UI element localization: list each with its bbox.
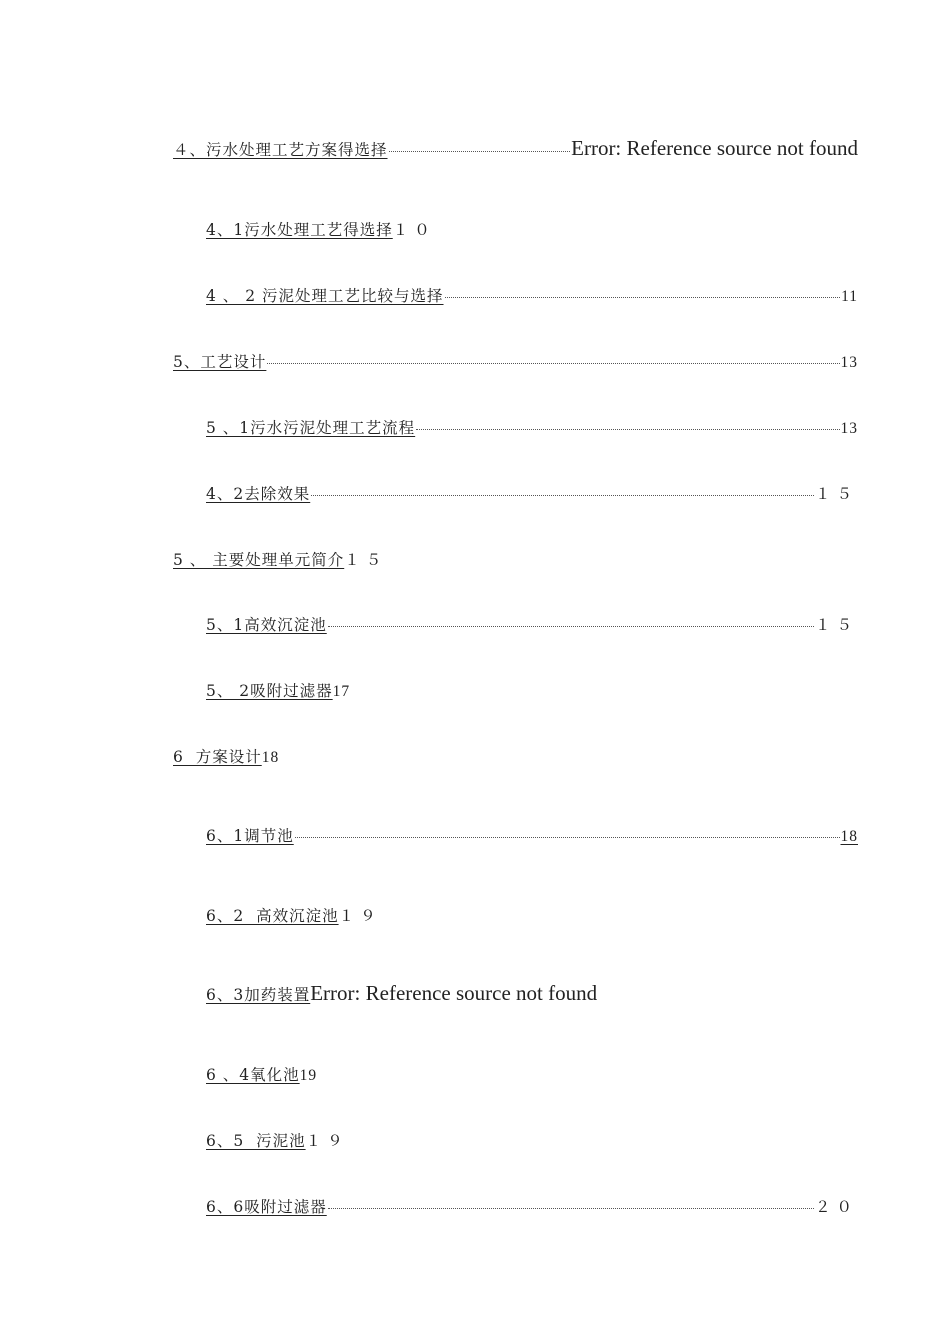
- toc-entry[interactable]: [206, 1129, 349, 1151]
- toc-entry-label[interactable]: 4、1污水处理工艺得选择: [206, 221, 393, 239]
- dot-leader: [267, 363, 839, 364]
- toc-entry[interactable]: [206, 904, 382, 926]
- toc-entry[interactable]: [206, 416, 858, 438]
- toc-entry-label[interactable]: 5 、1污水污泥处理工艺流程: [206, 419, 416, 437]
- toc-entry-label[interactable]: 5、1高效沉淀池: [206, 616, 327, 634]
- toc-entry-label[interactable]: 5、工艺设计: [173, 353, 267, 371]
- toc-entry-page: 13: [840, 354, 858, 371]
- dot-leader: [416, 429, 839, 430]
- dot-leader: [328, 1208, 814, 1209]
- toc-entry-page: 13: [840, 420, 858, 437]
- toc-entry[interactable]: [206, 679, 350, 701]
- toc-entry-page: Error: Reference source not found: [310, 981, 598, 1005]
- toc-entry-label[interactable]: 6 方案设计: [173, 748, 262, 766]
- dot-leader: [389, 151, 571, 152]
- toc-entry-page: １９: [305, 1133, 349, 1150]
- toc-entry-label[interactable]: ４、污水处理工艺方案得选择: [173, 141, 388, 159]
- toc-entry[interactable]: [206, 218, 436, 240]
- toc-entry-page: 17: [332, 683, 351, 700]
- toc-entry-page: １９: [338, 908, 382, 925]
- toc-entry-label[interactable]: 6、1调节池: [206, 827, 294, 845]
- toc-entry-label[interactable]: 6 、4氧化池: [206, 1066, 300, 1084]
- toc-entry-page: ２０: [814, 1199, 858, 1216]
- toc-entry-label[interactable]: 6、6吸附过滤器: [206, 1198, 327, 1216]
- toc-entry[interactable]: [173, 548, 387, 570]
- toc-entry-label[interactable]: 6、2 高效沉淀池: [206, 907, 339, 925]
- dot-leader: [445, 297, 841, 298]
- toc-entry-page: １０: [392, 222, 436, 239]
- toc-entry-page: 19: [299, 1067, 318, 1084]
- toc-entry[interactable]: [173, 350, 858, 372]
- toc-entry[interactable]: [206, 613, 858, 635]
- toc-entry[interactable]: [206, 824, 858, 846]
- toc-entry-page: 18: [840, 828, 858, 845]
- toc-entry-page: 18: [261, 749, 280, 766]
- toc-entry-label[interactable]: 5、 2吸附过滤器: [206, 682, 333, 700]
- toc-entry-label[interactable]: 6、5 污泥池: [206, 1132, 306, 1150]
- toc-entry-page: 11: [841, 288, 858, 305]
- toc-entry[interactable]: [206, 284, 858, 306]
- toc-entry-label[interactable]: 6、3加药装置: [206, 986, 311, 1004]
- toc-entry-label[interactable]: 5 、 主要处理单元简介: [173, 551, 345, 569]
- toc-entry-label[interactable]: 4、2去除效果: [206, 485, 311, 503]
- toc-entry[interactable]: [206, 482, 858, 504]
- toc-entry-page: １５: [814, 617, 858, 634]
- toc-entry-label[interactable]: 4 、 2 污泥处理工艺比较与选择: [206, 287, 444, 305]
- toc-entry[interactable]: [206, 981, 597, 1006]
- toc-entry[interactable]: [206, 1063, 317, 1085]
- toc-entry[interactable]: [173, 136, 858, 161]
- toc-entry[interactable]: [206, 1195, 858, 1217]
- dot-leader: [311, 495, 814, 496]
- toc-entry-page: １５: [814, 486, 858, 503]
- toc-entry-page: １５: [344, 552, 388, 569]
- toc-entry[interactable]: [173, 745, 279, 767]
- dot-leader: [328, 626, 814, 627]
- toc-entry-page: Error: Reference source not found: [571, 136, 858, 160]
- dot-leader: [295, 837, 840, 838]
